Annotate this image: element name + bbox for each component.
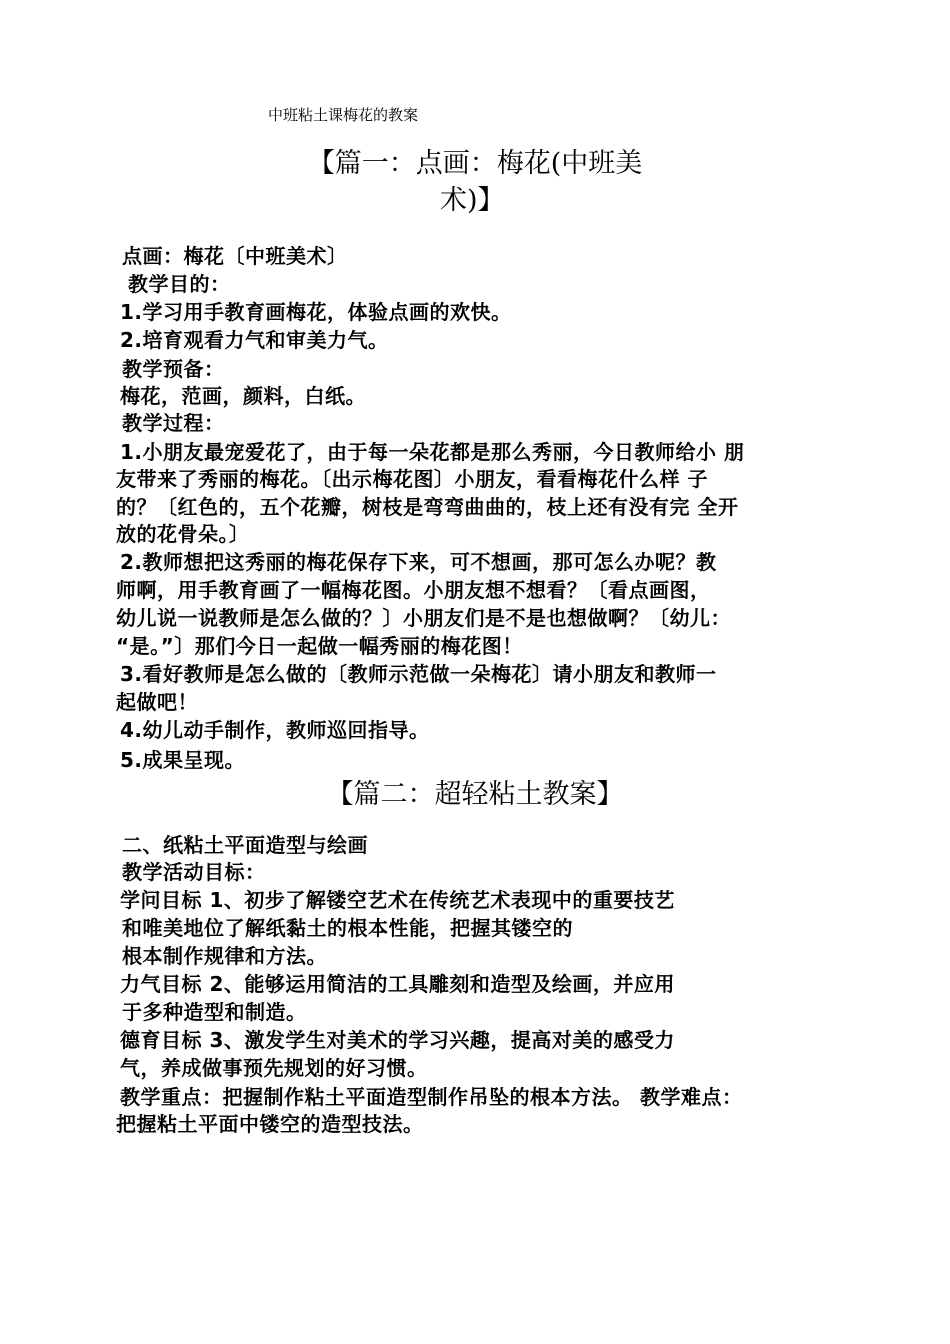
section1-line: 起做吧！ xyxy=(116,690,198,714)
section2-line: 教学活动目标： xyxy=(122,860,266,884)
section1-line: 教学预备： xyxy=(122,357,225,381)
section1-line: 点画：梅花〔中班美术〕 xyxy=(122,244,348,268)
doc-header: 中班粘土课梅花的教案 xyxy=(268,106,419,124)
section1-line: 2.培育观看力气和审美力气。 xyxy=(120,328,389,352)
section1-line: 教学目的： xyxy=(128,272,231,296)
section1-line: 5.成果呈现。 xyxy=(120,748,246,772)
section1-title-line1: 【篇一：点画：梅花(中班美 xyxy=(307,148,643,179)
section2-line: 教学重点：把握制作粘土平面造型制作吊坠的根本方法。 教学难点： xyxy=(120,1085,743,1109)
section2-line: 根本制作规律和方法。 xyxy=(122,944,327,968)
section2-title: 【篇二：超轻粘土教案】 xyxy=(326,779,624,810)
section1-line: 2.教师想把这秀丽的梅花保存下来，可不想画，那可怎么办呢？教 xyxy=(120,550,717,574)
section1-line: 1.小朋友最宠爱花了，由于每一朵花都是那么秀丽，今日教师给小 朋 xyxy=(120,440,745,464)
section1-line: 4.幼儿动手制作，教师巡回指导。 xyxy=(120,718,430,742)
section1-line: 梅花，范画，颜料，白纸。 xyxy=(120,384,366,408)
section1-line: 1.学习用手教育画梅花，体验点画的欢快。 xyxy=(120,300,512,324)
section1-line: 的？〔红色的，五个花瓣，树枝是弯弯曲曲的，枝上还有没有完 全开 xyxy=(116,495,739,519)
section1-line: 幼儿说一说教师是怎么做的？〕小朋友们是不是也想做啊？〔幼儿： xyxy=(116,606,731,630)
section2-line: 德育目标 3、激发学生对美术的学习兴趣，提高对美的感受力 xyxy=(120,1028,675,1052)
section1-line: 3.看好教师是怎么做的〔教师示范做一朵梅花〕请小朋友和教师一 xyxy=(120,662,717,686)
section1-line: 友带来了秀丽的梅花。〔出示梅花图〕小朋友，看看梅花什么样 子 xyxy=(116,467,708,491)
section1-line: 放的花骨朵。〕 xyxy=(116,522,250,546)
section2-line: 把握粘土平面中镂空的造型技法。 xyxy=(116,1112,424,1136)
section1-line: 教学过程： xyxy=(122,411,225,435)
section2-line: 气，养成做事预先规划的好习惯。 xyxy=(120,1056,428,1080)
section2-line: 二、纸粘土平面造型与绘画 xyxy=(122,833,368,857)
section2-line: 于多种造型和制造。 xyxy=(122,1000,307,1024)
section1-line: “是。”〕那们今日一起做一幅秀丽的梅花图！ xyxy=(116,634,523,658)
section2-line: 力气目标 2、能够运用简洁的工具雕刻和造型及绘画，并应用 xyxy=(120,972,675,996)
section2-line: 学问目标 1、初步了解镂空艺术在传统艺术表现中的重要技艺 xyxy=(120,888,675,912)
section1-title-line2: 术)】 xyxy=(440,185,505,216)
section1-line: 师啊，用手教育画了一幅梅花图。小朋友想不想看？〔看点画图， xyxy=(116,578,711,602)
section2-line: 和唯美地位了解纸黏土的根本性能，把握其镂空的 xyxy=(122,916,573,940)
